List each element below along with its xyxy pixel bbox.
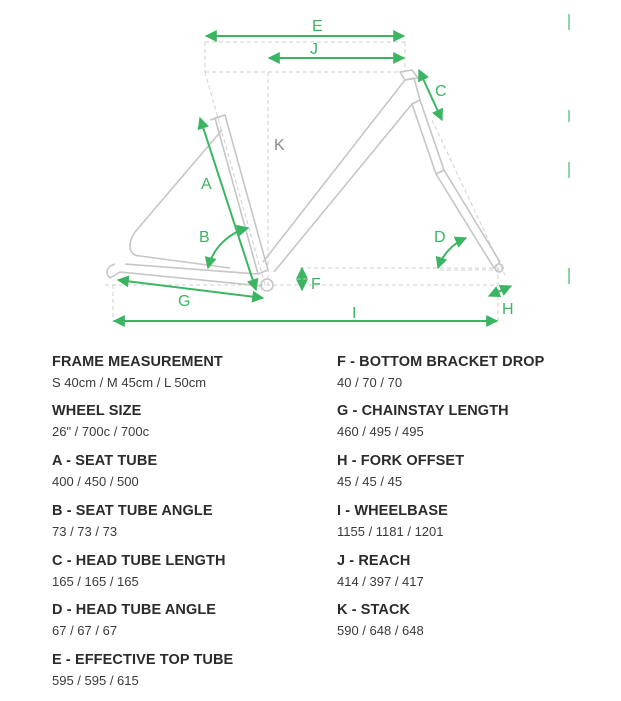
spec-value: 73 / 73 / 73 <box>52 524 118 539</box>
label-j: J <box>310 41 318 58</box>
spec-value: S 40cm / M 45cm / L 50cm <box>52 375 207 390</box>
spec-title: B - SEAT TUBE ANGLE <box>52 503 213 519</box>
spec-value: 26" / 700c / 700c <box>52 424 150 439</box>
spec-value: 1155 / 1181 / 1201 <box>337 524 444 539</box>
spec-title: FRAME MEASUREMENT <box>52 354 223 370</box>
spec-value: 460 / 495 / 495 <box>337 424 424 439</box>
label-b: B <box>199 229 210 246</box>
spec-value: 414 / 397 / 417 <box>337 574 424 589</box>
spec-head-tube-angle <box>52 602 312 638</box>
spec-title: E - EFFECTIVE TOP TUBE <box>52 652 234 668</box>
spec-value: 165 / 165 / 165 <box>52 574 139 589</box>
label-a: A <box>201 176 212 193</box>
spec-title: I - WHEELBASE <box>337 503 448 519</box>
spec-fork-offset <box>337 453 597 489</box>
label-c: C <box>435 83 447 100</box>
spec-title: J - REACH <box>337 553 411 569</box>
label-i: I <box>352 305 357 322</box>
spec-seat-tube-angle <box>52 503 312 539</box>
spec-title: D - HEAD TUBE ANGLE <box>52 602 217 618</box>
spec-value: 45 / 45 / 45 <box>337 474 403 489</box>
dim-h-line <box>489 286 511 296</box>
spec-value: 67 / 67 / 67 <box>52 623 118 638</box>
spec-wheel-size <box>52 403 312 439</box>
edge-mark <box>568 110 570 122</box>
spec-reach <box>337 553 597 589</box>
spec-stack <box>337 602 597 638</box>
label-k: K <box>274 137 285 154</box>
edge-mark <box>568 14 570 30</box>
spec-seat-tube <box>52 453 312 489</box>
spec-title: F - BOTTOM BRACKET DROP <box>337 354 545 370</box>
spec-chainstay-length <box>337 403 597 439</box>
frame-geometry-diagram <box>0 0 621 340</box>
spec-value: 400 / 450 / 500 <box>52 474 139 489</box>
spec-title: K - STACK <box>337 602 411 618</box>
dim-g-line <box>118 280 263 298</box>
spec-effective-top-tube <box>52 652 312 688</box>
spec-title: WHEEL SIZE <box>52 403 142 419</box>
spec-bottom-bracket-drop <box>337 354 597 390</box>
spec-title: C - HEAD TUBE LENGTH <box>52 553 226 569</box>
label-h: H <box>502 301 514 318</box>
label-e: E <box>312 18 323 35</box>
spec-value: 595 / 595 / 615 <box>52 673 139 688</box>
label-f: F <box>311 276 321 293</box>
spec-wheelbase <box>337 503 597 539</box>
spec-title: A - SEAT TUBE <box>52 453 158 469</box>
spec-title: G - CHAINSTAY LENGTH <box>337 403 509 419</box>
spec-head-tube-length <box>52 553 312 589</box>
edge-mark <box>568 268 570 284</box>
spec-frame-measurement <box>52 354 312 390</box>
spec-value: 40 / 70 / 70 <box>337 375 403 390</box>
spec-value: 590 / 648 / 648 <box>337 623 424 638</box>
edge-mark <box>568 162 570 178</box>
spec-title: H - FORK OFFSET <box>337 453 465 469</box>
label-g: G <box>178 293 191 310</box>
label-d: D <box>434 229 446 246</box>
